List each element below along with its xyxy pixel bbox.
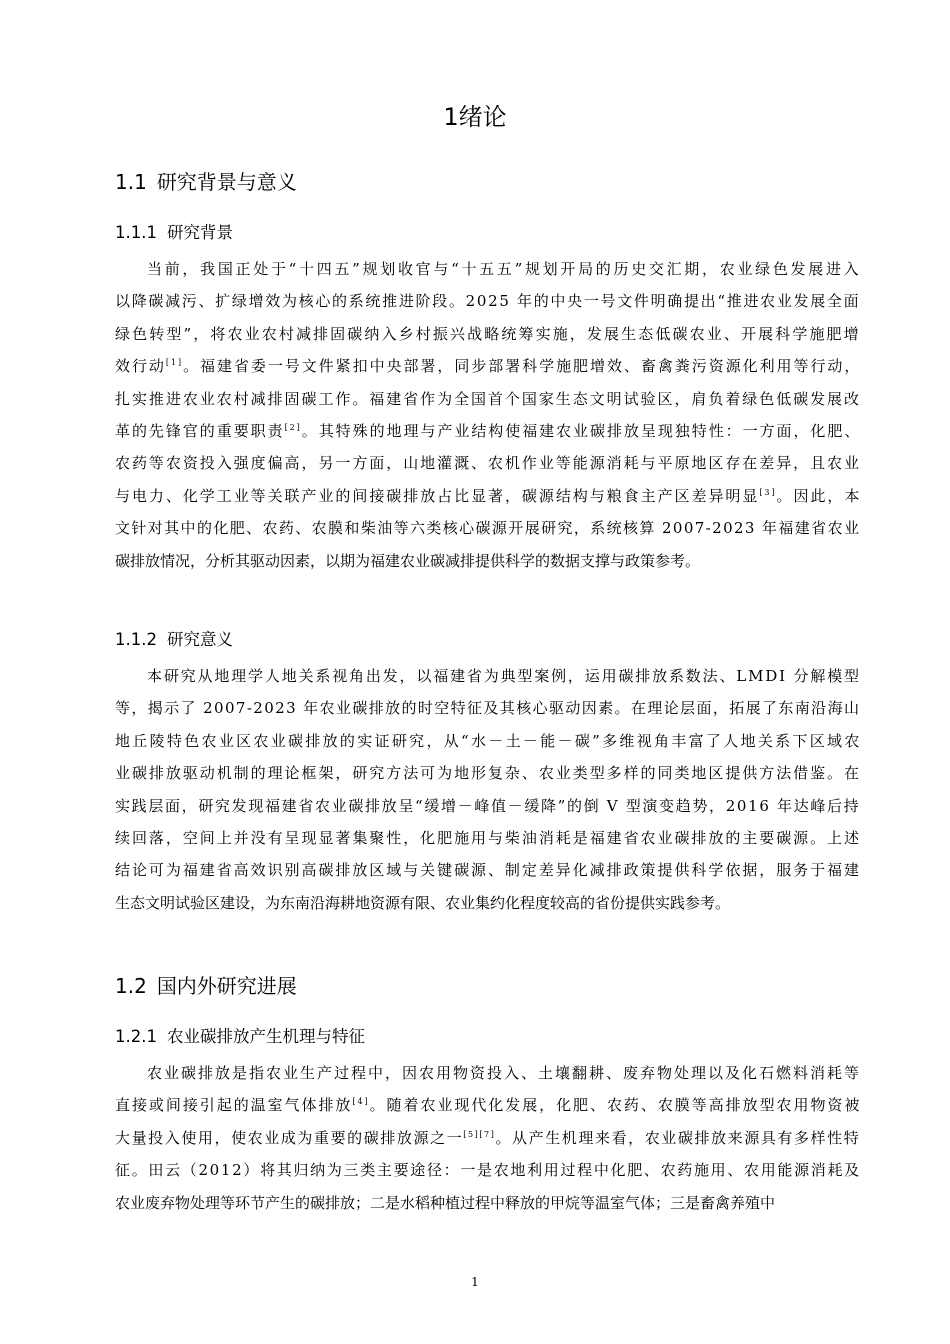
text-line [115,350,862,382]
text-line: 农药等农资投入强度偏高，另一方面，山地灌溉、农机作业等能源消耗与平原地区存在差异，且农业 [115,454,861,473]
text-line: 业碳排放驱动机制的理论框架，研究方法可为地形复杂、农业类型多样的同类地区提供方法借鉴。在 [115,764,861,783]
text-run: 。因此，本 [776,486,862,505]
citation-ref: [1] [165,358,184,368]
text-run: 大量投入使用，使农业成为重要的碳排放源之一 [115,1128,464,1147]
subsection-number: 1.2.1 [115,1027,157,1046]
section-heading-1-1 [115,168,297,196]
text-run: 革的先锋官的重要职责 [115,421,285,440]
text-run: 。福建省委一号文件紧扣中央部署，同步部署科学施肥增效、畜禽粪污资源化利用等行动， [183,357,862,376]
subsection-title: 研究背景 [166,223,233,242]
citation-ref: [3] [759,487,777,497]
text-line: 征。田云（2012）将其归纳为三类主要途径：一是农地利用过程中化肥、农药施用、农用能源消耗及 [115,1161,861,1180]
text-line: 碳排放情况，分析其驱动因素，以期为福建农业碳减排提供科学的数据支撑与政策参考。 [115,551,701,570]
text-line: 农业废弃物处理等环节产生的碳排放；二是水稻种植过程中释放的甲烷等温室气体；三是畜禽养殖中 [115,1193,776,1212]
text-run: 。随着农业现代化发展，化肥、农药、农膜等高排放型农用物资被 [369,1096,862,1115]
subsection-title: 农业碳排放产生机理与特征 [166,1027,365,1046]
citation-ref: [4] [352,1097,370,1107]
text-line: 结论可为福建省高效识别高碳排放区域与关键碳源、制定差异化减排政策提供科学依据，服务于福建 [115,861,861,880]
text-line: 当前，我国正处于“十四五”规划收官与“十五五”规划开局的历史交汇期，农业绿色发展进入 [147,260,862,278]
text-line: 续回落，空间上并没有呈现显著集聚性，化肥施用与柴油消耗是福建省农业碳排放的主要碳源。上述 [115,828,861,847]
paragraph-research-background [115,253,862,577]
subsection-number: 1.1.1 [115,223,157,242]
text-run: 。其特殊的地理与产业结构使福建农业碳排放呈现独特性：一方面，化肥、 [301,421,862,440]
section-title: 研究背景与意义 [156,170,297,194]
text-line: 等，揭示了 2007-2023 年农业碳排放的时空特征及其核心驱动因素。在理论层面，拓展了东南沿海山 [115,699,861,718]
section-number: 1.1 [115,170,147,194]
text-line: 文针对其中的化肥、农药、农膜和柴油等六类核心碳源开展研究，系统核算 2007-2023 年福建省农业 [115,519,861,538]
text-line: 绿色转型”，将农业农村减排固碳纳入乡村振兴战略统筹实施，发展生态低碳农业、开展科学施肥增 [115,324,861,343]
text-run: 。从产生机理来看，农业碳排放来源具有多样性特 [495,1128,861,1147]
text-line: 农业碳排放是指农业生产过程中，因农用物资投入、土壤翻耕、废弃物处理以及化石燃料消耗等 [147,1064,862,1082]
subsection-number: 1.1.2 [115,630,157,649]
text-line [115,1122,859,1154]
text-line [115,415,862,447]
chapter-title: 1绪论 [443,103,507,131]
text-run: 与电力、化学工业等关联产业的间接碳排放占比显著，碳源结构与粮食主产区差异明显 [115,486,760,505]
section-title: 国内外研究进展 [156,974,297,998]
paragraph-research-significance [115,660,862,919]
citation-ref: [5][7] [463,1129,496,1139]
text-line: 地丘陵特色农业区农业碳排放的实证研究，从“水－土－能－碳”多维视角丰富了人地关系下区域农 [115,731,862,750]
subsection-heading-1-1-2 [115,628,233,652]
citation-ref: [2] [284,422,302,432]
page-number: 1 [471,1275,479,1289]
subsection-heading-1-1-1 [115,221,233,245]
text-line [115,1089,862,1121]
text-line: 扎实推进农业农村减排固碳工作。福建省作为全国首个国家生态文明试验区，肩负着绿色低碳发展改 [115,389,861,408]
text-line: 实践层面，研究发现福建省农业碳排放呈“缓增－峰值－缓降”的倒 V 型演变趋势，2016 年达峰后持 [115,796,861,815]
text-line [115,480,862,512]
text-line: 本研究从地理学人地关系视角出发，以福建省为典型案例，运用碳排放系数法、LMDI 分解模型 [147,667,861,685]
text-run: 直接或间接引起的温室气体排放 [115,1096,353,1115]
text-line: 生态文明试验区建设，为东南沿海耕地资源有限、农业集约化程度较高的省份提供实践参考。 [115,893,731,912]
text-line: 以降碳减污、扩绿增效为核心的系统推进阶段。2025 年的中央一号文件明确提出“推进农业发展全面 [115,292,861,311]
section-number: 1.2 [115,974,147,998]
subsection-heading-1-2-1 [115,1025,365,1049]
subsection-title: 研究意义 [166,630,233,649]
paragraph-carbon-mechanism [115,1057,862,1219]
section-heading-1-2 [115,972,297,1000]
text-run: 效行动 [115,357,166,376]
